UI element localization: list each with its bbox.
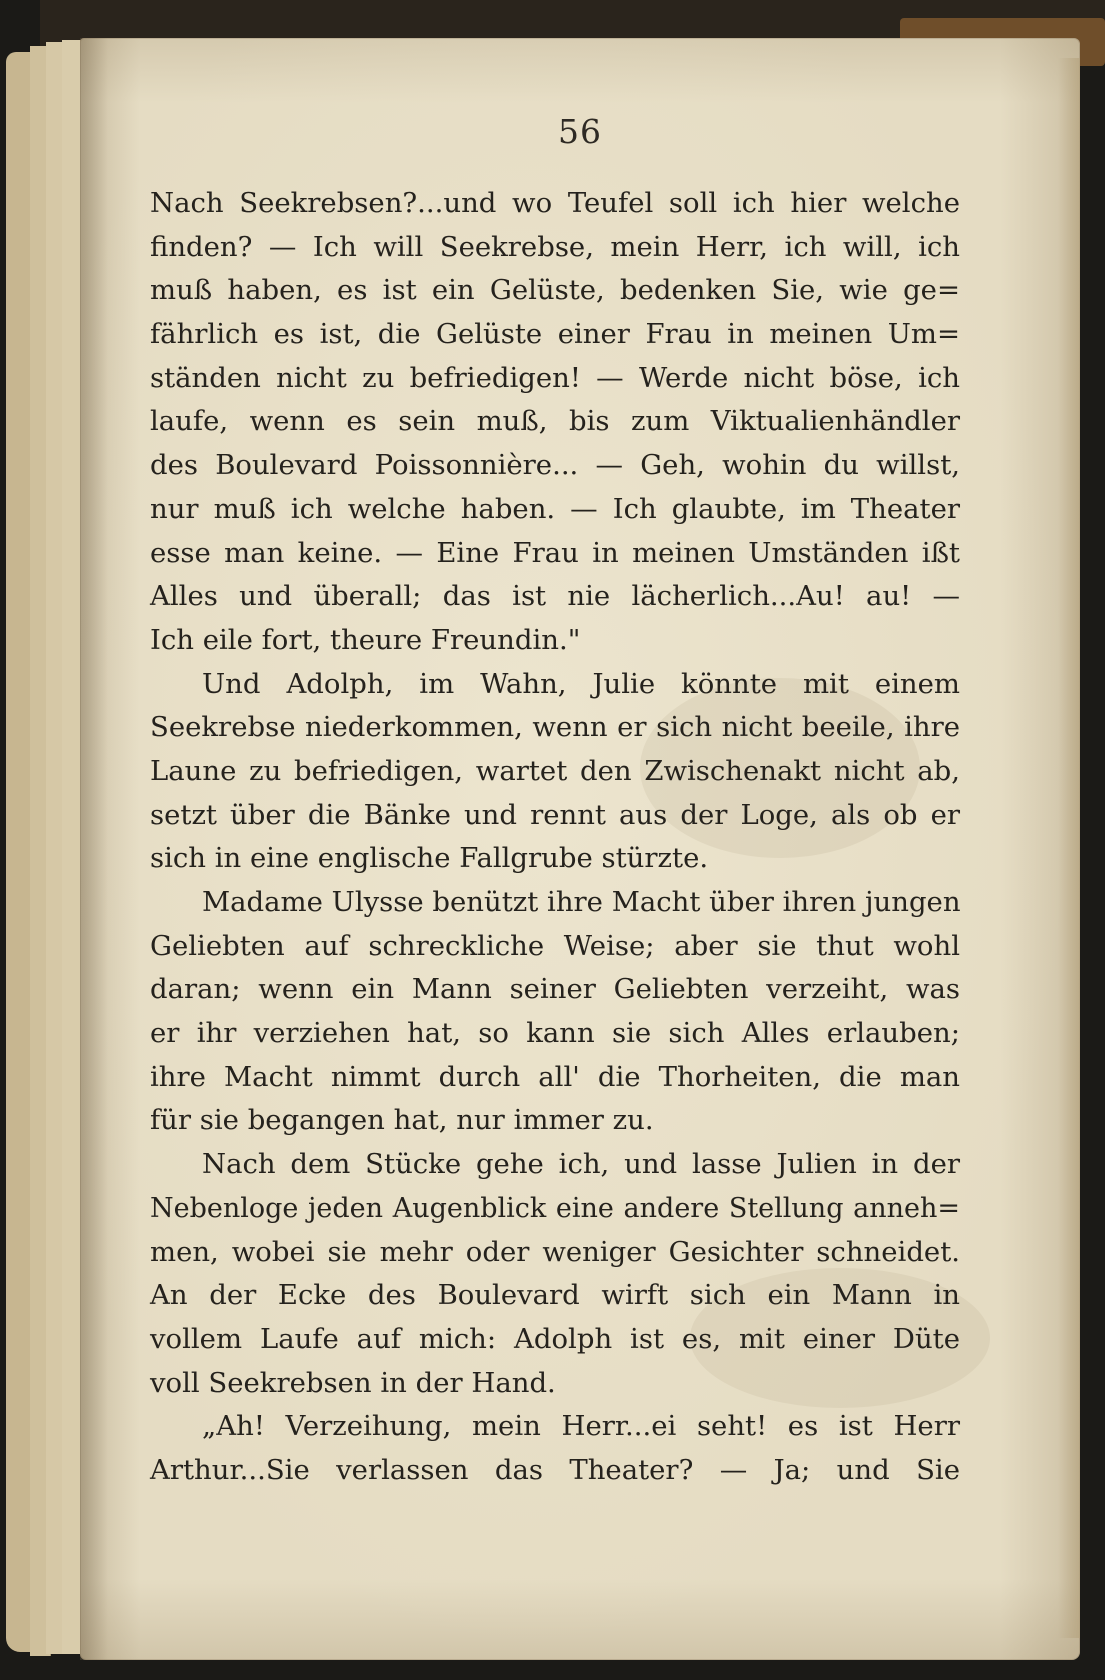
text-line: daran; wenn ein Mann seiner Geliebten verzeiht, was [150,973,960,1006]
text-line: setzt über die Bänke und rennt aus der Loge, als ob er [150,798,960,831]
gutter-shadow [80,38,108,1660]
text-line: An der Ecke des Boulevard wirft sich ein Mann in [150,1279,960,1312]
text-line: Arthur...Sie verlassen das Theater? — Ja; und Sie [150,1453,960,1486]
text-line: für sie begangen hat, nur immer zu. [150,1104,654,1137]
text-line: finden? — Ich will Seekrebse, mein Herr, ich will, ich [150,230,960,263]
text-line: sich in eine englische Fallgrube stürzte. [150,842,709,875]
text-line: ihre Macht nimmt durch all' die Thorheiten, die man [150,1060,960,1093]
text-line: ständen nicht zu befriedigen! — Werde nicht böse, ich [150,361,960,394]
text-line: Seekrebse niederkommen, wenn er sich nicht beeile, ihre [150,711,960,744]
text-line: Nach dem Stücke gehe ich, und lasse Julien in der [202,1148,960,1181]
text-line: Madame Ulysse benützt ihre Macht über ihren jungen [202,886,961,918]
text-line: des Boulevard Poissonnière... — Geh, wohin du willst, [150,449,960,482]
text-line: men, wobei sie mehr oder weniger Gesichter schneidet. [150,1235,960,1268]
text-line: er ihr verziehen hat, so kann sie sich Alles erlauben; [150,1017,960,1050]
text-line: Laune zu befriedigen, wartet den Zwischenakt nicht ab, [150,754,960,787]
text-line: Alles und überall; das ist nie lächerlich...Au! au! — [150,580,960,613]
body-text [150,182,960,1493]
text-line: Nebenloge jeden Augenblick eine andere Stellung anneh= [150,1192,960,1224]
text-line: Geliebten auf schreckliche Weise; aber sie thut wohl [150,929,960,962]
text-line: vollem Laufe auf mich: Adolph ist es, mit einer Düte [150,1322,960,1355]
page-right-edge [1058,58,1080,1638]
page-number: 56 [558,112,602,151]
text-line: voll Seekrebsen in der Hand. [150,1366,556,1399]
text-line: „Ah! Verzeihung, mein Herr...ei seht! es ist Herr [202,1410,960,1443]
text-line: Und Adolph, im Wahn, Julie könnte mit einem [202,667,960,700]
text-line: muß haben, es ist ein Gelüste, bedenken Sie, wie ge= [150,274,960,307]
text-line: Ich eile fort, theure Freundin." [150,623,581,656]
text-line: nur muß ich welche haben. — Ich glaubte, im Theater [150,492,960,525]
text-line: fährlich es ist, die Gelüste einer Frau in meinen Um= [150,318,960,351]
page-edges [62,40,81,1654]
text-line: esse man keine. — Eine Frau in meinen Umständen ißt [150,536,960,569]
text-line: laufe, wenn es sein muß, bis zum Viktualienhändler [150,405,960,438]
text-line: Nach Seekrebsen?...und wo Teufel soll ich hier welche [150,187,960,219]
